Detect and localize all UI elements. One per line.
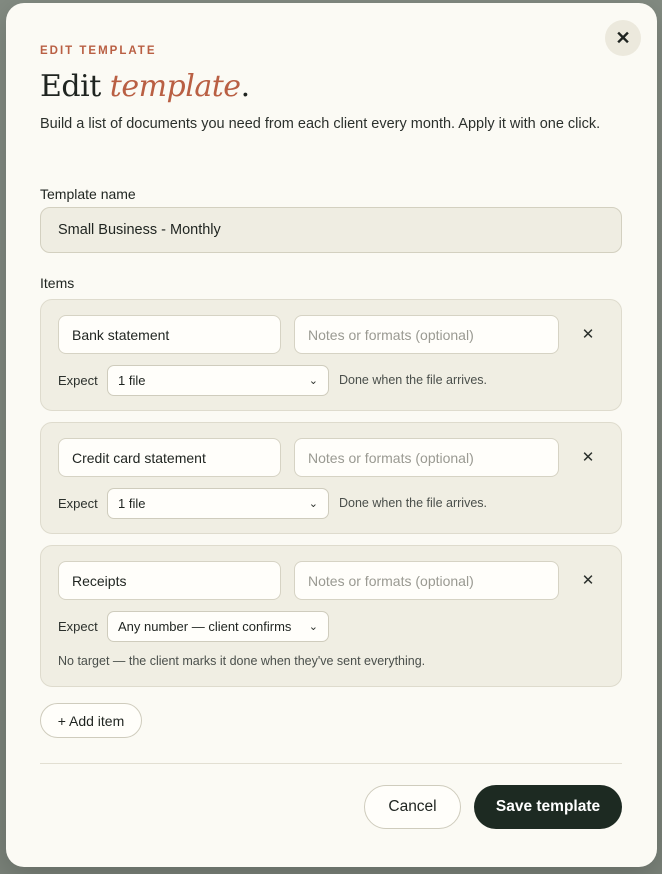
expect-label: Expect [58,619,98,634]
remove-item-button[interactable] [578,570,598,590]
template-name-label: Template name [40,186,136,202]
footer-divider [40,763,622,764]
description: Build a list of documents you need from each client every month. Apply it with one click. [40,116,601,132]
expect-select-value: Any number — client confirms [118,619,292,634]
close-icon: ✕ [615,27,631,48]
add-item-button[interactable]: + Add item [40,703,142,738]
page-title [40,69,250,104]
expect-select-value: 1 file [118,496,146,511]
item-title-input[interactable] [58,561,281,600]
remove-item-button[interactable] [578,447,598,467]
expect-select[interactable] [107,365,329,396]
cancel-button[interactable]: Cancel [364,785,461,829]
title-plain: Edit [40,69,110,104]
close-icon: ✕ [581,572,595,589]
chevron-down-icon: ⌄ [308,375,318,387]
item-card-receipts [40,545,622,687]
expect-label: Expect [58,496,98,511]
item-notes-input[interactable] [294,561,559,600]
close-button[interactable] [605,20,641,56]
eyebrow-label: EDIT TEMPLATE [40,45,157,57]
item-title-input[interactable] [58,315,281,354]
item-notes-input[interactable] [294,315,559,354]
close-icon: ✕ [581,326,595,343]
title-accent: template [109,69,241,104]
expect-select[interactable] [107,611,329,642]
expect-select-value: 1 file [118,373,146,388]
edit-template-modal [6,3,657,867]
title-end: . [240,69,250,104]
item-notes-input[interactable] [294,438,559,477]
save-template-button[interactable]: Save template [474,785,622,829]
item-card-credit-card-statement [40,422,622,534]
expect-hint: Done when the file arrives. [339,496,487,510]
expect-label: Expect [58,373,98,388]
target-note: No target — the client marks it done when they've sent everything. [58,654,426,668]
expect-select[interactable] [107,488,329,519]
template-name-input[interactable] [40,207,622,253]
items-label: Items [40,275,75,291]
close-icon: ✕ [581,449,595,466]
expect-hint: Done when the file arrives. [339,373,487,387]
chevron-down-icon: ⌄ [308,498,318,510]
item-card-bank-statement [40,299,622,411]
remove-item-button[interactable] [578,324,598,344]
chevron-down-icon: ⌄ [308,621,318,633]
item-title-input[interactable] [58,438,281,477]
